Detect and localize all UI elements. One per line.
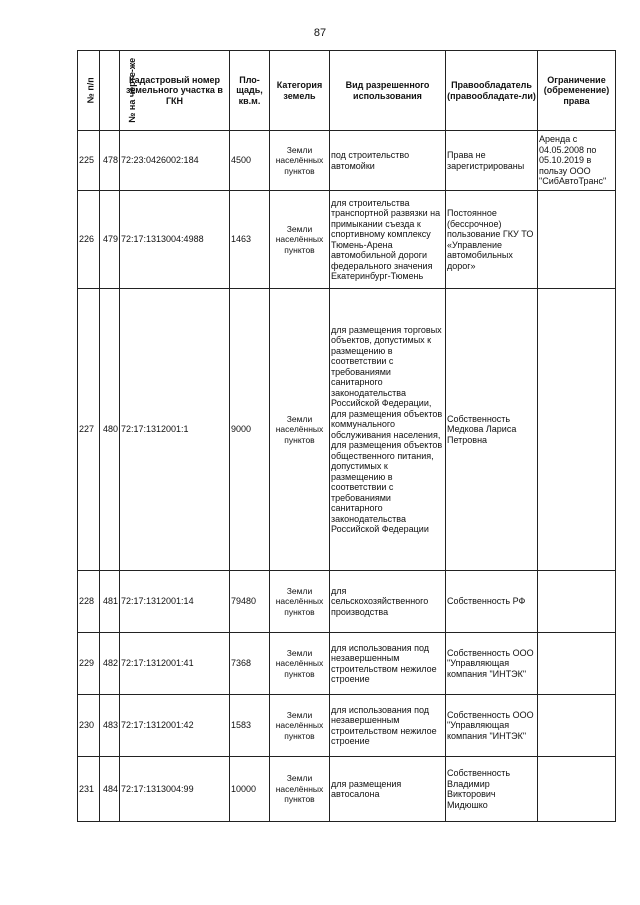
cell-category: Земли населённых пунктов [270,289,330,571]
cell-draw-num: 479 [100,191,120,289]
cell-area: 4500 [230,131,270,191]
cell-num: 225 [78,131,100,191]
cell-usage: для использования под незавершенным строительством нежилое строение [330,695,446,757]
cell-draw-num: 480 [100,289,120,571]
cell-cadastral: 72:23:0426002:184 [120,131,230,191]
page-number: 87 [313,27,327,39]
cell-cadastral: 72:17:1312001:41 [120,633,230,695]
cell-usage: под строительство автомойки [330,131,446,191]
cell-area: 1583 [230,695,270,757]
cell-num: 230 [78,695,100,757]
cell-category: Земли населённых пунктов [270,131,330,191]
cell-holder: Права не зарегистрированы [446,131,538,191]
cell-restriction [538,757,616,822]
cell-usage: для сельскохозяйственного производства [330,571,446,633]
header-draw-num: № на черте-же [100,51,120,131]
cell-area: 79480 [230,571,270,633]
table-row [78,757,616,822]
cell-draw-num: 482 [100,633,120,695]
table-row [78,289,616,571]
cell-category: Земли населённых пунктов [270,757,330,822]
table-row [78,571,616,633]
cell-cadastral: 72:17:1313004:4988 [120,191,230,289]
cell-category: Земли населённых пунктов [270,571,330,633]
header-restriction: Ограничение (обременение) права [538,51,616,131]
header-row [78,51,616,131]
cell-category: Земли населённых пунктов [270,633,330,695]
header-usage: Вид разрешенного использования [330,51,446,131]
cell-num: 227 [78,289,100,571]
cell-draw-num: 481 [100,571,120,633]
cell-restriction [538,571,616,633]
cell-holder: Постоянное (бессрочное) пользование ГКУ ТО «Управление автомобильных дорог» [446,191,538,289]
cell-category: Земли населённых пунктов [270,191,330,289]
cell-usage: для размещения торговых объектов, допустимых к размещению в соответствии с требованиями санитарного законодательства Российской Федерации, для размещения объектов коммунального обслуживания населения, для размещения объектов общественного питания, допустимых к размещению в соответствии с требованиями санитарного законодательства Российской Федерации [330,289,446,571]
cell-cadastral: 72:17:1312001:42 [120,695,230,757]
cell-draw-num: 483 [100,695,120,757]
cell-num: 228 [78,571,100,633]
cell-holder: Собственность Медкова Лариса Петровна [446,289,538,571]
cell-draw-num: 484 [100,757,120,822]
cell-usage: для строительства транспортной развязки на примыкании съезда к спортивному комплексу Тюмень-Арена автомобильной дороги федерального значения Екатеринбург-Тюмень [330,191,446,289]
cell-restriction [538,633,616,695]
cell-restriction: Аренда с 04.05.2008 по 05.10.2019 в пользу ООО "СибАвтоТранс" [538,131,616,191]
cell-holder: Собственность ООО "Управляющая компания "ИНТЭК" [446,695,538,757]
cell-draw-num: 478 [100,131,120,191]
cell-holder: Собственность ООО "Управляющая компания "ИНТЭК" [446,633,538,695]
cell-usage: для размещения автосалона [330,757,446,822]
header-num: № п/п [78,51,100,131]
header-area: Пло-щадь, кв.м. [230,51,270,131]
header-category: Категория земель [270,51,330,131]
cell-area: 10000 [230,757,270,822]
cell-num: 226 [78,191,100,289]
cell-num: 231 [78,757,100,822]
header-holder: Правообладатель (правообладате-ли) [446,51,538,131]
table-row [78,695,616,757]
cell-cadastral: 72:17:1312001:1 [120,289,230,571]
table-row [78,191,616,289]
cell-area: 9000 [230,289,270,571]
cell-area: 7368 [230,633,270,695]
cell-restriction [538,695,616,757]
cell-num: 229 [78,633,100,695]
cell-category: Земли населённых пунктов [270,695,330,757]
table-row [78,131,616,191]
cell-holder: Собственность Владимир Викторович Мидюшко [446,757,538,822]
cell-restriction [538,191,616,289]
header-cadastral: Кадастровый номер земельного участка в ГКН [120,51,230,131]
cell-cadastral: 72:17:1312001:14 [120,571,230,633]
land-plots-table [77,50,616,822]
cell-cadastral: 72:17:1313004:99 [120,757,230,822]
cell-restriction [538,289,616,571]
table-row [78,633,616,695]
cell-holder: Собственность РФ [446,571,538,633]
cell-area: 1463 [230,191,270,289]
cell-usage: для использования под незавершенным строительством нежилое строение [330,633,446,695]
